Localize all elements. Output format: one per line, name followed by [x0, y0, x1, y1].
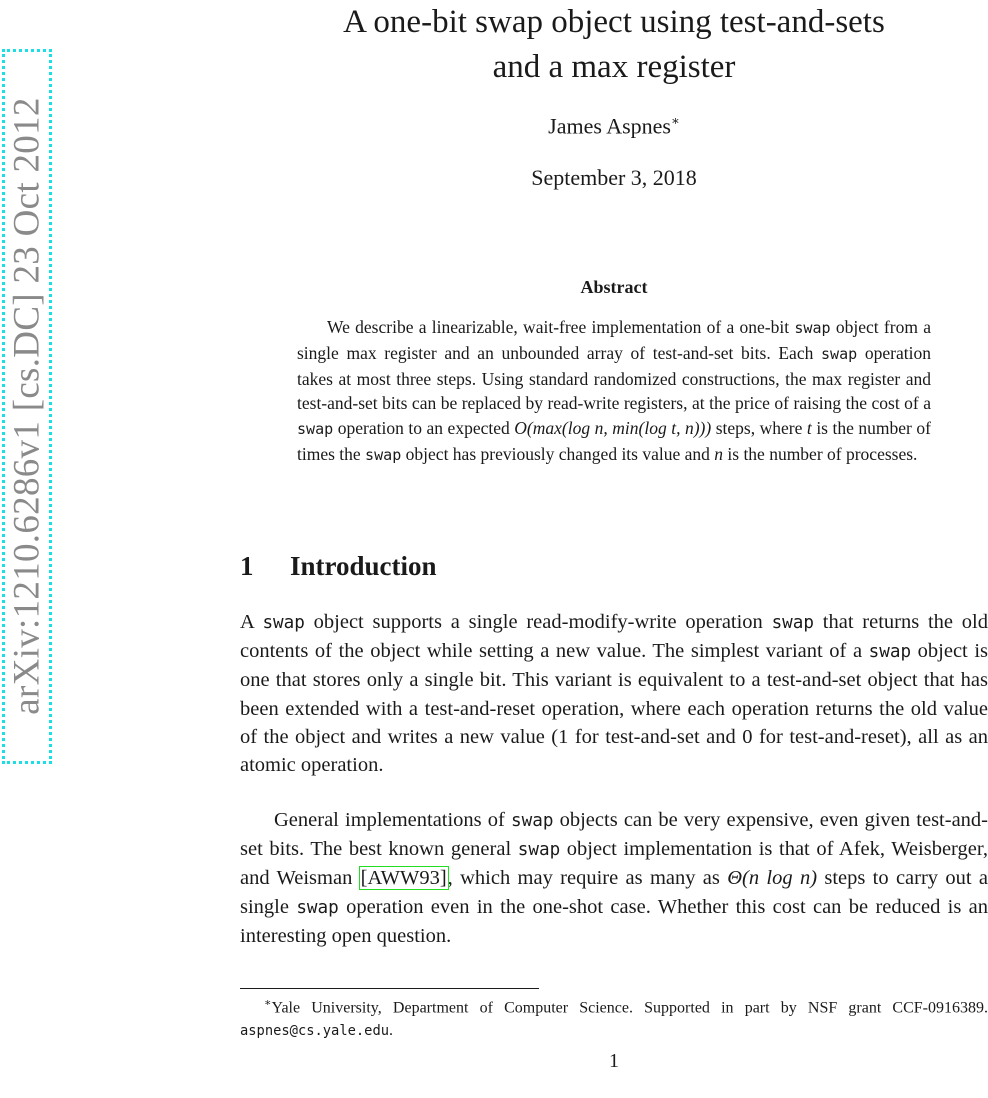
- arxiv-stamp: arXiv:1210.6286v1 [cs.DC] 23 Oct 2012: [6, 97, 48, 715]
- abstract-text: is the number of processes.: [723, 443, 918, 464]
- author-name: James Aspnes: [548, 113, 671, 139]
- body-text: , which may require as many as: [447, 867, 728, 890]
- section-heading: [240, 551, 437, 582]
- abstract-text: is the number of times the: [297, 418, 931, 464]
- code-swap: swap: [262, 613, 305, 633]
- abstract-text: operation takes at most three steps. Using standard randomized constructions, the max register and test-and-set bits can be replaced by read-write registers, at the price of raising the cost of a: [297, 342, 931, 414]
- section-number: 1: [240, 551, 254, 581]
- math-expression: O(max(log n, min(log t, n))): [514, 418, 712, 439]
- body-text: objects can be very expensive, even given test-and-set bits. The best known general: [240, 809, 988, 861]
- section-title: Introduction: [290, 551, 437, 581]
- abstract-text: object from a single max register and an unbounded array of test-and-set bits. Each: [297, 317, 931, 363]
- title-line-1: A one-bit swap object using test-and-sets: [343, 4, 885, 40]
- body-text: object implementation is that of Afek, Weisberger, and Weisman: [240, 838, 988, 890]
- code-swap: swap: [365, 445, 402, 464]
- abstract-text: steps, where: [711, 418, 807, 439]
- body-text: that returns the old contents of the object while setting a new value. The simplest variant of a: [240, 611, 988, 663]
- citation-link[interactable]: [AWW93]: [360, 867, 447, 890]
- abstract-text: object has previously changed its value and: [401, 443, 715, 464]
- code-swap: swap: [868, 642, 912, 663]
- intro-paragraph-1: [240, 608, 988, 779]
- code-swap: swap: [794, 319, 831, 337]
- footnote-rule: [240, 988, 539, 989]
- code-swap: swap: [517, 840, 561, 861]
- title-line-2: and a max register: [492, 49, 736, 85]
- body-text: object supports a single read-modify-write operation: [304, 611, 772, 633]
- page-number: 1: [609, 1050, 619, 1072]
- math-expression: Θ(n log n): [727, 867, 818, 890]
- footnote-email[interactable]: aspnes@cs.yale.edu: [240, 1023, 390, 1040]
- abstract-heading: Abstract: [580, 277, 648, 297]
- code-swap: swap: [821, 344, 858, 363]
- code-swap: swap: [771, 613, 814, 633]
- author-footnote-mark[interactable]: ∗: [670, 113, 680, 128]
- code-swap: swap: [511, 811, 554, 831]
- body-text: General implementations of: [274, 809, 512, 831]
- paper-title: [240, 0, 988, 90]
- body-text: steps to carry out a single: [240, 867, 988, 918]
- code-swap: swap: [296, 897, 339, 918]
- footnote: [240, 992, 988, 1043]
- code-swap: swap: [297, 420, 334, 439]
- body-text: operation even in the one-shot case. Whether this cost can be reduced is an interesting open question.: [240, 895, 988, 947]
- author-line: [240, 113, 988, 139]
- body-text: object is one that stores only a single bit. This variant is equivalent to a test-and-set object that has been extended with a test-and-reset operation, where each operation returns the old value of the object and writes a new value (1 for test-and-set and 0 for test-and-reset), all as an atomic operation.: [240, 640, 988, 777]
- intro-paragraph-2: [240, 806, 988, 950]
- body-text: A: [240, 611, 263, 633]
- footnote-mark: ∗: [264, 997, 272, 1009]
- abstract-body: [297, 315, 931, 468]
- paper-date: September 3, 2018: [531, 165, 697, 190]
- math-variable: n: [714, 443, 724, 464]
- abstract-text: operation to an expected: [333, 418, 515, 439]
- abstract-text: We describe a linearizable, wait-free implementation of a one-bit: [327, 317, 795, 337]
- footnote-end: .: [389, 1022, 394, 1040]
- footnote-text: Yale University, Department of Computer Science. Supported in part by NSF grant CCF-0916389.: [271, 999, 988, 1017]
- math-variable: t: [806, 418, 812, 439]
